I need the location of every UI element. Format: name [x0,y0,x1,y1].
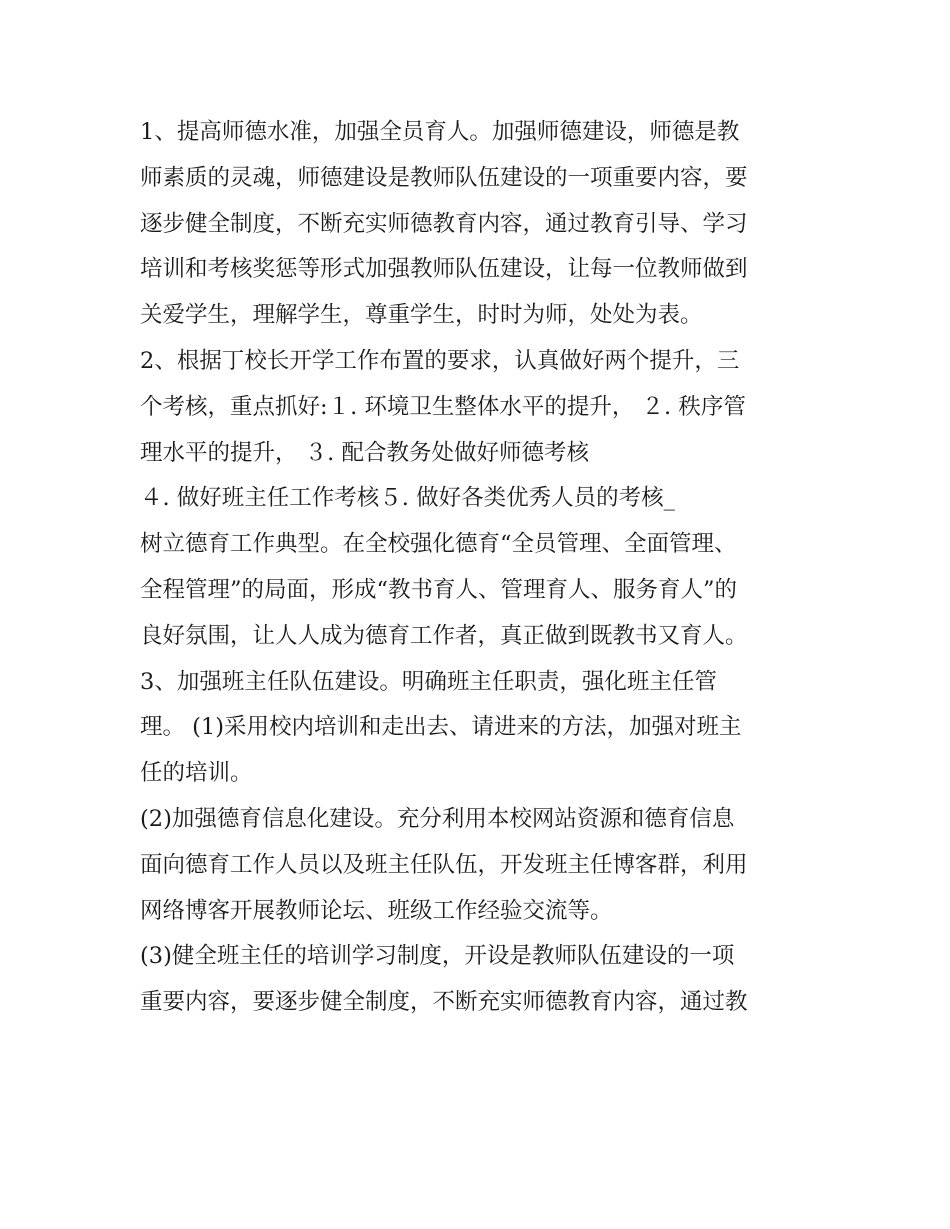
text-line: 2、根据丁校长开学工作布置的要求，认真做好两个提升，三 [140,347,740,374]
text-line: 任的培训。 [140,760,253,787]
text-line: 关爱学生，理解学生，尊重学生，时时为师，处处为表。 [140,302,703,329]
text-line: 面向德育工作人员以及班主任队伍，开发班主任博客群，利用 [140,851,748,878]
text-line: 重要内容，要逐步健全制度，不断充实师德教育内容，通过教 [140,989,748,1016]
text-line: 理。 (1)采用校内培训和走出去、请进来的方法，加强对班主 [140,714,742,741]
text-line: ４. 做好班主任工作考核５. 做好各类优秀人员的考核_ [140,485,675,512]
text-line: 培训和考核奖惩等形式加强教师队伍建设，让每一位教师做到 [140,256,748,283]
text-line: (2)加强德育信息化建设。充分利用本校网站资源和德育信息 [140,805,735,832]
text-line: 1、提高师德水准，加强全员育人。加强师德建设，师德是教 [140,119,740,145]
text-line: 良好氛围，让人人成为德育工作者，真正做到既教书又育人。 [140,622,748,649]
text-line: 网络博客开展教师论坛、班级工作经验交流等。 [140,897,613,924]
text-line: 3、加强班主任队伍建设。明确班主任职责，强化班主任管 [140,668,717,695]
text-line: 师素质的灵魂，师德建设是教师队伍建设的一项重要内容，要 [140,164,748,191]
text-line: 逐步健全制度，不断充实师德教育内容，通过教育引导、学习 [140,210,748,237]
document-body [140,110,830,1026]
text-line: 个考核，重点抓好:１. 环境卫生整体水平的提升， ２. 秩序管 [140,393,746,420]
text-line: (3)健全班主任的培训学习制度，开设是教师队伍建设的一项 [140,943,735,970]
text-line: 树立德育工作典型。在全校强化德育“全员管理、全面管理、 [140,531,737,558]
text-line: 全程管理”的局面，形成“教书育人、管理育人、服务育人”的 [140,576,738,603]
text-line: 理水平的提升， ３. 配合教务处做好师德考核 [140,439,589,466]
